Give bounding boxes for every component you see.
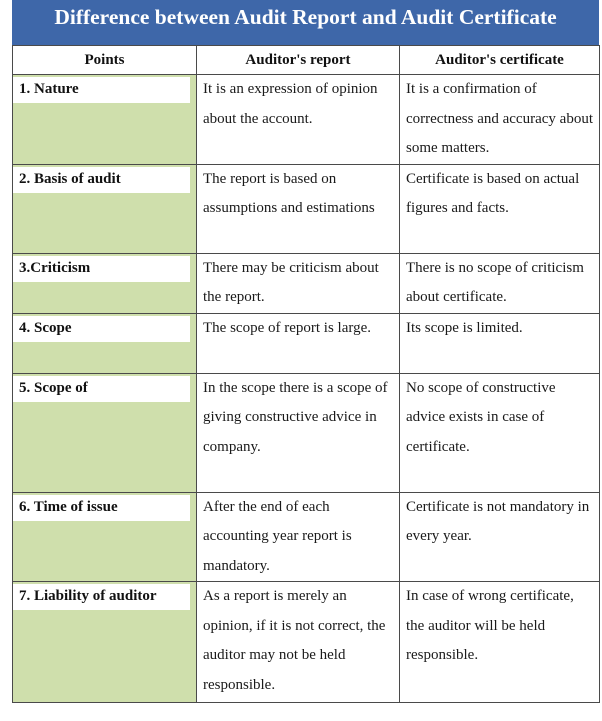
table-row: [13, 75, 600, 165]
point-label: 5. Scope of: [13, 376, 190, 402]
report-cell: The scope of report is large.: [197, 313, 400, 373]
certificate-cell: Certificate is not mandatory in every year.: [400, 492, 600, 582]
certificate-cell: Its scope is limited.: [400, 313, 600, 373]
point-cell: [13, 492, 197, 582]
point-cell: [13, 373, 197, 492]
header-points: Points: [13, 46, 197, 75]
point-cell: [13, 253, 197, 313]
point-label: 2. Basis of audit: [13, 167, 190, 193]
report-cell: There may be criticism about the report.: [197, 253, 400, 313]
table-row: [13, 492, 600, 582]
certificate-cell: No scope of constructive advice exists in case of certificate.: [400, 373, 600, 492]
certificate-cell: There is no scope of criticism about certificate.: [400, 253, 600, 313]
table-row: [13, 373, 600, 492]
point-cell: [13, 75, 197, 165]
point-cell: [13, 164, 197, 253]
certificate-cell: Certificate is based on actual figures and facts.: [400, 164, 600, 253]
table-row: [13, 253, 600, 313]
header-auditors-report: Auditor's report: [197, 46, 400, 75]
report-cell: After the end of each accounting year report is mandatory.: [197, 492, 400, 582]
certificate-cell: In case of wrong certificate, the auditor will be held responsible.: [400, 582, 600, 703]
point-label: 1. Nature: [13, 77, 190, 103]
table-row: [13, 164, 600, 253]
point-label: 6. Time of issue: [13, 495, 190, 521]
report-cell: The report is based on assumptions and estimations: [197, 164, 400, 253]
point-label: 4. Scope: [13, 316, 190, 342]
page-title: Difference between Audit Report and Audit Certificate: [12, 0, 599, 45]
point-label: 3.Criticism: [13, 256, 190, 282]
table-row: [13, 313, 600, 373]
point-label: 7. Liability of auditor: [13, 584, 190, 610]
report-cell: In the scope there is a scope of giving constructive advice in company.: [197, 373, 400, 492]
report-cell: It is an expression of opinion about the account.: [197, 75, 400, 165]
table-row: [13, 582, 600, 703]
header-row: [13, 46, 600, 75]
comparison-table: [12, 45, 600, 703]
table-body: [13, 75, 600, 703]
certificate-cell: It is a confirmation of correctness and accuracy about some matters.: [400, 75, 600, 165]
header-auditors-certificate: Auditor's certificate: [400, 46, 600, 75]
table-header: [13, 46, 600, 75]
point-cell: [13, 313, 197, 373]
report-cell: As a report is merely an opinion, if it is not correct, the auditor may not be held responsible.: [197, 582, 400, 703]
point-cell: [13, 582, 197, 703]
